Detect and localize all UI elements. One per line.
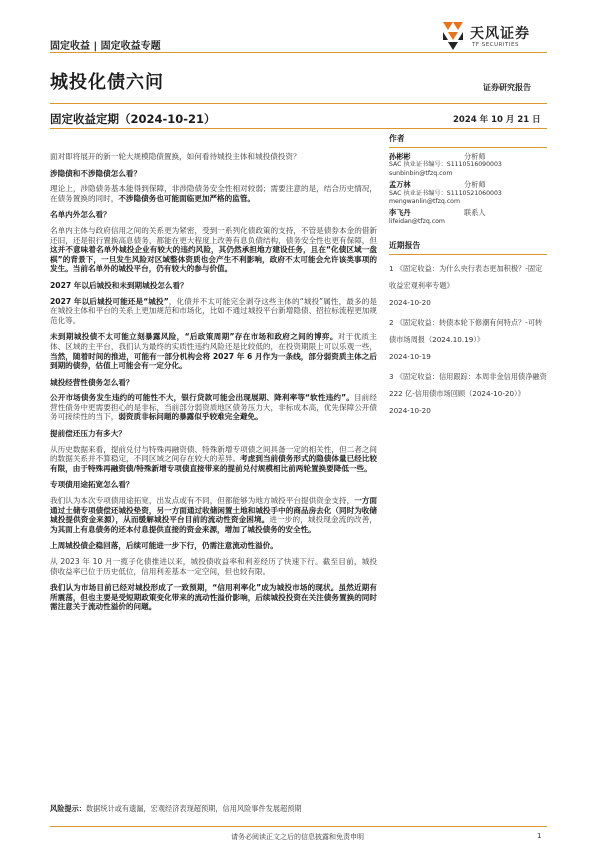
author-role: 联系人 xyxy=(464,208,486,218)
company-logo xyxy=(440,21,548,55)
body-text: 我们认为本次专项债用途拓宽，出发点或有不同，但都能够为地方城投平台提供资金支持， xyxy=(50,496,355,506)
body-text: ，化债并不太可能完全剥夺这些主体的“城投”属性，最多的是在城投主体和平台的关系上更加规范和市场化，比如不通过城投平台新增隐债、招拉标流程更加规范化等。 xyxy=(50,296,377,325)
body-text: 对于优质主体、区域的主平台，我们认为最终的实质性违约风险还是比较低的，在投资期限上可以乐观一些， xyxy=(50,332,377,351)
emphasis-text: 不涉隐债务也可能面临更加严格的监管。 xyxy=(118,193,256,203)
author-role: 分析师 xyxy=(464,152,486,161)
subtitle-divider xyxy=(50,128,547,129)
section-heading: 专项债用途拓宽怎么看？ xyxy=(50,480,134,490)
body-text: 目前经营性债务中更需要担心的是非标，当前部分弱资质地区债务压力大，非标成本高，优先保障公开债务可接续性的当下， xyxy=(50,393,378,422)
emphasis-text: 2027 年以后城投可能还是“城投” xyxy=(50,296,169,306)
emphasis-text: 我们认为市场目前已经对城投形成了一致预期，“信用利率化”成为城投市场的现状。虽然近期有所震荡，但也主要是受短期政策变化带来的流动性溢价影响，后续城投投资在关注债务置换的同时需注意关于流动性溢价的问题。 xyxy=(50,583,377,612)
report-date: 2024 年 10 月 21 日 xyxy=(453,115,541,125)
body-paragraph: 从 2023 年 10 月一揽子化债推进以来，城投债收益率和利差经历了快速下行。截至目前，城投债收益率已位于历史低位，信用利差基本一定空间，但也较有限。 xyxy=(50,557,377,576)
report-type: 证券研究报告 xyxy=(483,83,531,92)
emphasis-text: 公开市场债务发生违约的可能性不大，银行贷款可能会出现展期、降利率等“软性违约”。 xyxy=(50,393,354,403)
recent-report-title[interactable]: 3 《固定收益：信用跟踪：本周非金信用债净融资 222 亿-信用债市场回顾（2024-10-20）》 xyxy=(389,372,547,399)
recent-report-item[interactable] xyxy=(389,368,547,419)
recent-report-date: 2024-10-19 xyxy=(389,352,431,362)
section-heading: 2027 年以后城投和未到期城投怎么看？ xyxy=(50,280,188,290)
risk-label: 风险提示： xyxy=(50,804,86,813)
author-license: SAC 执业证书编号：S1110516090003 xyxy=(389,161,502,169)
body-paragraph xyxy=(50,226,377,274)
emphasis-text: 当然，随着时间的推进，可能有一部分机构会将 2027 年 6 月作为一条线，部分弱资质主体之后到期的债券，估值上可能会有一定分化。 xyxy=(50,351,377,371)
emphasis-text: 弱资质非标问题的暴露似乎较难完全避免。 xyxy=(118,412,263,422)
section-heading: 上周城投债企稳回落，后续可能进一步下行，仍需注意流动性溢价。 xyxy=(50,541,278,551)
body-paragraph xyxy=(50,184,377,203)
section-heading: 涉隐债和不涉隐债怎么看？ xyxy=(50,168,142,178)
report-body xyxy=(50,152,377,619)
body-paragraph xyxy=(50,297,377,326)
section-heading: 城投经营性债务怎么看？ xyxy=(50,377,134,387)
author-email[interactable]: lifeidan@tfzq.com xyxy=(389,217,445,225)
author-name: 孟万林 xyxy=(389,180,411,190)
author-license: SAC 执业证书编号：S1110521060003 xyxy=(389,189,502,197)
title-divider xyxy=(50,103,547,104)
recent-report-date: 2024-10-20 xyxy=(389,406,431,416)
author-entry xyxy=(389,181,547,206)
body-text: 名单内主体与政府信用之间的关系更为紧密，受到一系列化债政策的支持，不管是债券本金的借新还旧，还是银行置换高息债务，都能在更大程度上改善有息负债结构，债务安全性也更有保障，但 xyxy=(50,225,377,245)
recent-report-item[interactable] xyxy=(389,260,547,311)
authors-heading: 作者 xyxy=(389,133,547,148)
recent-report-title[interactable]: 1 《固定收益：为什么央行表态更加积极？-固定收益宏观利率专题》 xyxy=(389,264,543,291)
author-email[interactable]: mengwanlin@tfzq.com xyxy=(389,198,460,206)
logo-text-cn: 天风证券 xyxy=(470,26,530,42)
page-number: 1 xyxy=(537,832,542,840)
risk-text: 数据统计或有遗漏，宏观经济表现超预期，信用风险事件发展超预期 xyxy=(85,804,302,813)
recent-report-title[interactable]: 2 《固定收益：转债本轮下修潮有何特点？-可转债市场周报（2024.10.19）》 xyxy=(389,318,543,345)
body-text: 从历史数据来看，提前兑付与特殊再融资债、特殊新增专项债之间具备一定的相关性，但二者之间的数据关系并不算稳定，不同区域之间存在较大的差异。 xyxy=(50,444,377,464)
recent-report-item[interactable] xyxy=(389,314,547,365)
sidebar xyxy=(389,133,547,422)
author-email[interactable]: sunbinbin@tfzq.com xyxy=(389,169,453,177)
body-paragraph xyxy=(50,332,377,370)
section-heading: 提前偿还压力有多大？ xyxy=(50,429,126,439)
author-name: 孙彬彬 xyxy=(389,152,411,161)
emphasis-text: 未到期城投债不太可能立刻暴露风险，“后政策周期”存在市场和政府之间的博弈。 xyxy=(50,332,338,342)
body-paragraph xyxy=(50,393,377,422)
recent-reports-heading: 近期报告 xyxy=(389,240,547,255)
recent-reports-list xyxy=(389,260,547,419)
author-entry xyxy=(389,153,547,178)
intro-paragraph: 面对即将展开的新一轮大规模隐债置换，如何看待城投主体和城投债投资？ xyxy=(50,152,301,161)
risk-warning xyxy=(50,804,390,814)
report-subtitle: 固定收益定期（2024-10-21） xyxy=(50,112,216,126)
tf-logo-icon xyxy=(440,21,466,51)
emphasis-text: 这并不意味着名单外城投企业有较大的违约风险，其仍然承担地方建设任务，且在“化债区域一盘棋”的背景下，一旦发生风险对区域整体资质也会产生不利影响，政府不太可能会允许该类事项的发生。当前名单外的城投平台，仍有较大的参与价值。 xyxy=(50,245,377,274)
logo-text-en: TF SECURITIES xyxy=(472,42,519,48)
body-paragraph xyxy=(50,496,377,534)
section-heading: 名单内外怎么看？ xyxy=(50,210,111,220)
author-name: 李飞丹 xyxy=(389,208,411,218)
footer-divider xyxy=(50,826,547,827)
body-text: 理论上，涉隐债务基本能得到保障，非涉隐债务安全性相对较弱；需要注意的是，结合历史情况，在债务置换的同时， xyxy=(50,184,377,203)
report-category: 固定收益 | 固定收益专题 xyxy=(50,41,161,52)
body-paragraph xyxy=(50,583,377,612)
body-paragraph xyxy=(50,445,377,474)
author-role: 分析师 xyxy=(464,180,486,190)
emphasis-text: 为其面上有息债务的还本付息提供直接的资金来源，增加了城投债务的安全性。 xyxy=(50,524,316,534)
emphasis-text: 一方面通过土储专项债偿还城投垫资，另一方面通过收储闲置土地和城投手中的商品房去化（同时为收储城投提供资金来源），从而缓解城投平台目前的流动性资金困境。 xyxy=(50,496,378,525)
body-text: 进一步的，城投现金流的改善， xyxy=(269,515,378,525)
report-title: 城投化债六问 xyxy=(50,72,164,93)
disclaimer-note: 请务必阅读正文之后的信息披露和免责申明 xyxy=(231,833,364,841)
author-entry xyxy=(389,209,547,226)
recent-report-date: 2024-10-20 xyxy=(389,298,431,308)
emphasis-text: 考虑到当前债务形式的隐债体量已经比较有限，由于特殊再融资债/特殊新增专项债直接带来的提前兑付规模相比前两轮置换要降低一些。 xyxy=(50,454,378,473)
